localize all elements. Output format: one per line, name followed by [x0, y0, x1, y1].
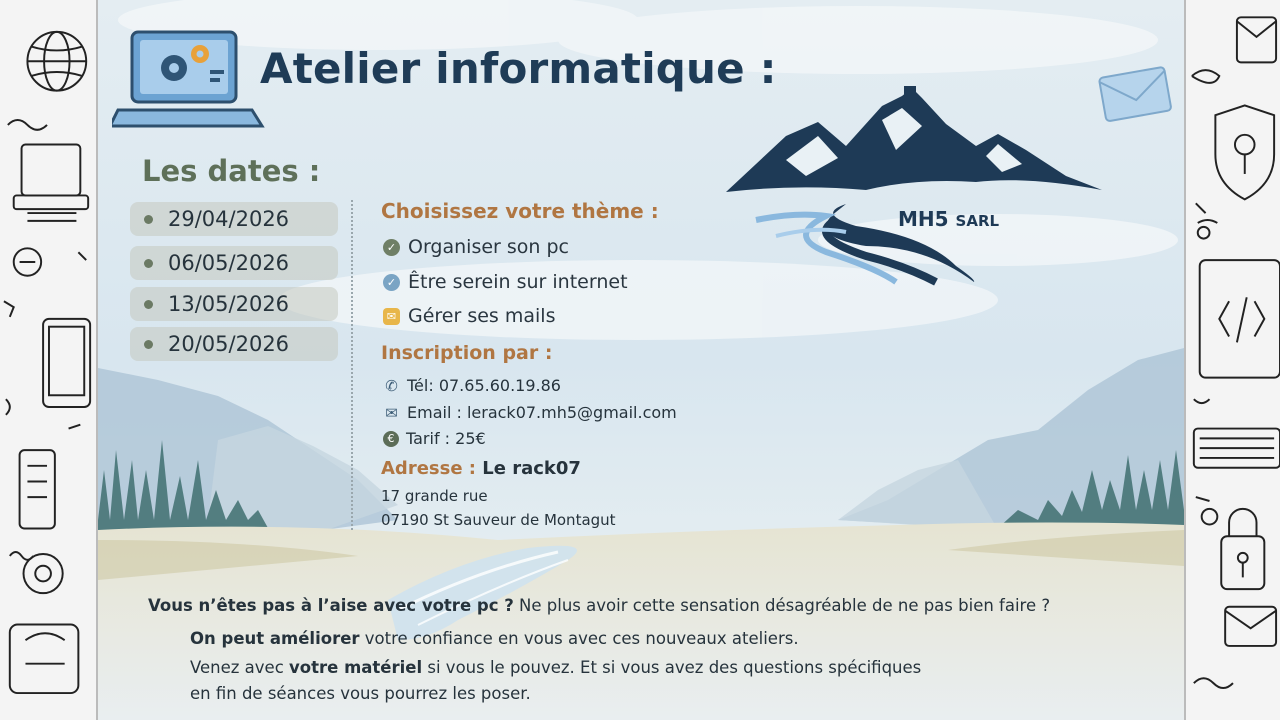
date-value: 20/05/2026	[168, 332, 290, 356]
mail-icon: ✉	[383, 308, 400, 325]
bullet-icon	[144, 259, 153, 268]
envelope-icon	[1096, 62, 1176, 124]
vertical-divider	[351, 200, 353, 530]
date-item	[130, 287, 338, 321]
footer-l1-bold: On peut améliorer	[190, 629, 360, 648]
phone-icon: ✆	[385, 376, 398, 395]
date-value: 06/05/2026	[168, 251, 290, 275]
tech-doodles-left	[0, 0, 96, 720]
theme-item	[383, 305, 555, 327]
address-name: Le rack07	[482, 458, 581, 479]
phone-row	[383, 376, 561, 395]
theme-label: Gérer ses mails	[408, 305, 556, 327]
date-item	[130, 327, 338, 361]
address-line-2: 07190 St Sauveur de Montagut	[381, 511, 616, 529]
inscription-title: Inscription par :	[381, 342, 553, 364]
theme-label: Organiser son pc	[408, 236, 570, 258]
date-item	[130, 246, 338, 280]
euro-icon: €	[383, 431, 399, 447]
page-title: Atelier informatique :	[260, 44, 777, 93]
bullet-icon	[144, 340, 153, 349]
email-icon: ✉	[385, 403, 398, 422]
footer-l2-rest: si vous le pouvez. Et si vous avez des questions spécifiques	[422, 658, 922, 677]
footer-question-rest: Ne plus avoir cette sensation désagréable de ne pas bien faire ?	[513, 596, 1051, 615]
tech-doodles-right	[1186, 0, 1280, 720]
dates-title: Les dates :	[142, 154, 321, 188]
tarif-row	[383, 429, 486, 448]
date-value: 29/04/2026	[168, 207, 290, 231]
shield-icon: ✓	[383, 274, 400, 291]
mh5-logo	[726, 86, 1106, 286]
themes-title: Choisissez votre thème :	[381, 199, 659, 223]
footer-line-3: en fin de séances vous pourrez les poser.	[190, 684, 531, 703]
footer-question	[148, 596, 1050, 615]
logo-text	[898, 207, 999, 231]
bullet-icon	[144, 300, 153, 309]
right-doodle-panel	[1184, 0, 1280, 720]
check-icon: ✓	[383, 239, 400, 256]
address-line-1: 17 grande rue	[381, 487, 488, 505]
theme-label: Être serein sur internet	[408, 271, 628, 293]
address-heading	[381, 458, 581, 479]
email-row	[383, 403, 677, 422]
address-label: Adresse :	[381, 458, 477, 479]
footer-line-1	[190, 629, 799, 648]
date-value: 13/05/2026	[168, 292, 290, 316]
logo-suffix: SARL	[955, 212, 1000, 230]
footer-l1-rest: votre confiance en vous avec ces nouveaux ateliers.	[359, 629, 799, 648]
date-item	[130, 202, 338, 236]
phone-text: Tél: 07.65.60.19.86	[407, 376, 561, 395]
footer-l2-bold: votre matériel	[289, 658, 423, 677]
theme-item	[383, 236, 569, 258]
email-text: Email : lerack07.mh5@gmail.com	[407, 403, 677, 422]
footer-line-2	[190, 658, 921, 677]
laptop-gears-icon	[112, 26, 272, 136]
tarif-text: Tarif : 25€	[406, 429, 486, 448]
theme-item	[383, 271, 628, 293]
footer-l2-a: Venez avec	[190, 658, 290, 677]
left-doodle-panel	[0, 0, 98, 720]
poster	[98, 0, 1184, 720]
logo-name: MH5	[898, 207, 949, 231]
bullet-icon	[144, 215, 153, 224]
footer-question-bold: Vous n’êtes pas à l’aise avec votre pc ?	[148, 596, 514, 615]
